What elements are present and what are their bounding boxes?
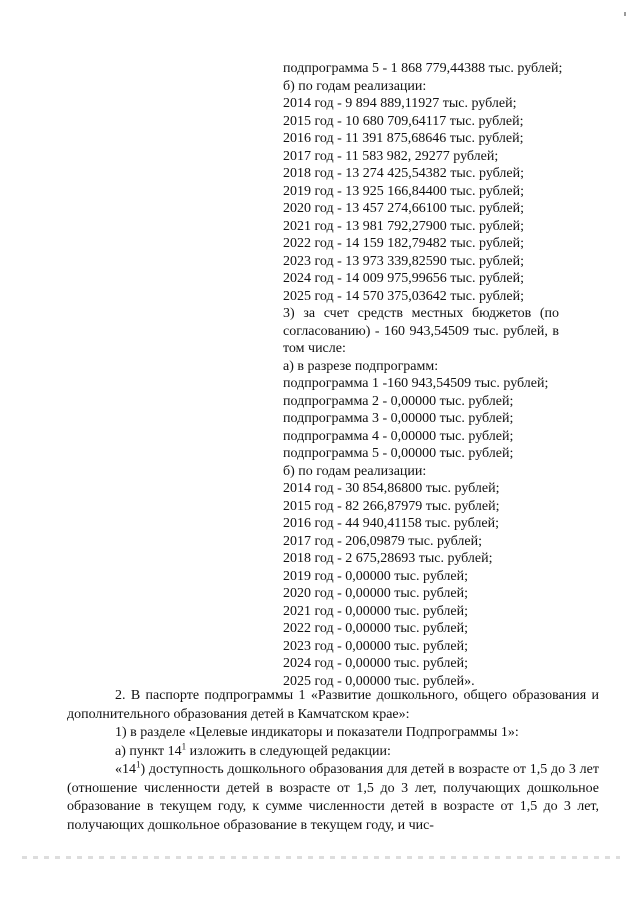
text-line: 2018 год - 2 675,28693 тыс. рублей; <box>283 551 493 566</box>
text-line: 2024 год - 14 009 975,99656 тыс. рублей; <box>283 271 525 286</box>
text-line: б) по годам реализации: <box>283 463 427 479</box>
text-line: 2016 год - 44 940,41158 тыс. рублей; <box>283 516 499 531</box>
text-line: 2025 год - 0,00000 тыс. рублей». <box>283 673 475 689</box>
text-line: подпрограмма 2 - 0,00000 тыс. рублей; <box>283 393 514 409</box>
text-line: 2023 год - 0,00000 тыс. рублей; <box>283 638 469 654</box>
text-line: 2019 год - 0,00000 тыс. рублей; <box>283 568 469 584</box>
section-2-paragraph: 2. В паспорте подпрограммы 1 «Развитие дошкольного, общего образования и дополнительного образования детей в Камчатском крае»: <box>67 688 599 722</box>
document-body <box>67 687 599 835</box>
item-a-paragraph <box>67 740 599 762</box>
text-line: 2015 год - 10 680 709,64117 тыс. рублей; <box>283 113 524 129</box>
text-line: подпрограмма 3 - 0,00000 тыс. рублей; <box>283 411 514 426</box>
scan-edge-dashes <box>22 856 620 859</box>
scan-mark <box>624 12 626 16</box>
text-line: 2021 год - 0,00000 тыс. рублей; <box>283 603 469 619</box>
subsection-1-paragraph: 1) в разделе «Целевые индикаторы и показатели Подпрограммы 1»: <box>115 725 519 740</box>
text-line: подпрограмма 4 - 0,00000 тыс. рублей; <box>283 428 514 444</box>
item-a-text-end: изложить в следующей редакции: <box>186 743 391 759</box>
superscript: 1 <box>136 759 141 770</box>
quote-text-start: «14 <box>115 762 136 777</box>
text-line: 2015 год - 82 266,87979 тыс. рублей; <box>283 498 500 514</box>
text-line: 2018 год - 13 274 425,54382 тыс. рублей; <box>283 166 525 181</box>
text-line: 2017 год - 11 583 982, 29277 рублей; <box>283 148 499 164</box>
text-line: подпрограмма 5 - 1 868 779,44388 тыс. рублей; <box>283 61 563 76</box>
text-line: 2014 год - 30 854,86800 тыс. рублей; <box>283 481 500 496</box>
funding-column <box>283 60 563 690</box>
text-line: 2023 год - 13 973 339,82590 тыс. рублей; <box>283 253 525 269</box>
text-line: 2019 год - 13 925 166,84400 тыс. рублей; <box>283 183 525 199</box>
item-a-text-start: а) пункт 14 <box>115 743 182 759</box>
text-line: 2021 год - 13 981 792,27900 тыс. рублей; <box>283 218 525 234</box>
text-line: 2022 год - 0,00000 тыс. рублей; <box>283 621 469 636</box>
quote-text-end: ) доступность дошкольного образования для детей в возрасте от 1,5 до 3 лет (отношение численности детей в возрасте от 1,5 до 3 лет, получающих дошкольное образование в текущем году, к сумме численности детей в возрасте от 1,5 до 3 лет, получающих дошкольное образование в текущем году, и чис- <box>67 762 599 833</box>
superscript: 1 <box>181 740 187 751</box>
text-line: а) в разрезе подпрограмм: <box>283 358 439 374</box>
quoted-indicator-paragraph <box>67 761 599 835</box>
text-line: 2016 год - 11 391 875,68646 тыс. рублей; <box>283 131 524 146</box>
text-line: 2020 год - 0,00000 тыс. рублей; <box>283 586 469 601</box>
text-line: 2014 год - 9 894 889,11927 тыс. рублей; <box>283 96 517 111</box>
text-line: 2024 год - 0,00000 тыс. рублей; <box>283 656 469 671</box>
text-line: 2017 год - 206,09879 тыс. рублей; <box>283 533 483 549</box>
text-line: 2020 год - 13 457 274,66100 тыс. рублей; <box>283 201 525 216</box>
local-budget-paragraph: 3) за счет средств местных бюджетов (по согласованию) - 160 943,54509 тыс. рублей, в том числе: <box>283 306 559 356</box>
text-line: 2025 год - 14 570 375,03642 тыс. рублей; <box>283 288 525 304</box>
text-line: подпрограмма 1 -160 943,54509 тыс. рублей; <box>283 376 549 391</box>
text-line: 2022 год - 14 159 182,79482 тыс. рублей; <box>283 236 525 251</box>
text-line: подпрограмма 5 - 0,00000 тыс. рублей; <box>283 446 514 461</box>
text-line: б) по годам реализации: <box>283 78 427 94</box>
